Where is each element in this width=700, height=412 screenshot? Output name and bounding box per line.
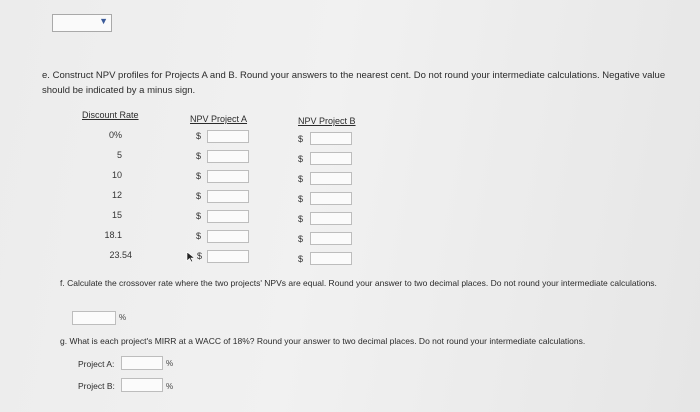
npv-a-input-2[interactable]	[207, 170, 249, 183]
npv-b-input-3[interactable]	[310, 192, 352, 205]
part-e-prefix: e.	[42, 70, 50, 81]
dollar-sign: $	[196, 171, 202, 181]
rate-cell: 10	[111, 170, 122, 180]
answer-dropdown[interactable]	[52, 14, 112, 32]
dollar-sign: $	[298, 134, 304, 144]
npv-a-input-0[interactable]	[207, 130, 249, 143]
npv-b-input-4[interactable]	[310, 212, 352, 225]
npv-a-input-6[interactable]	[207, 250, 249, 263]
discount-rate-header: Discount Rate	[82, 110, 139, 120]
npv-project-a-header: NPV Project A	[190, 114, 248, 124]
crossover-rate-input[interactable]	[72, 311, 116, 325]
npv-a-input-1[interactable]	[207, 150, 249, 163]
dollar-sign: $	[196, 211, 202, 221]
mirr-b-percent-label: %	[166, 382, 174, 391]
npv-a-input-4[interactable]	[207, 210, 249, 223]
chevron-down-icon: ▼	[99, 16, 108, 26]
npv-b-input-6[interactable]	[310, 252, 352, 265]
dollar-sign: $	[197, 251, 203, 261]
npv-project-b-header: NPV Project B	[298, 116, 356, 126]
dollar-sign: $	[298, 254, 304, 264]
rate-cell: 5	[116, 150, 122, 160]
npv-a-input-5[interactable]	[207, 230, 249, 243]
mirr-project-b-input[interactable]	[121, 378, 163, 392]
project-b-label: Project B:	[78, 381, 115, 391]
part-e-text: Construct NPV profiles for Projects A and B. Round your answers to the nearest cent. Do not round your intermediate calculations. Negative value should be indicated by a minus sign.	[42, 70, 666, 96]
rate-cell: 15	[111, 210, 122, 220]
dollar-sign: $	[298, 194, 304, 204]
rate-cell: 0%	[108, 130, 122, 140]
dollar-sign: $	[196, 191, 202, 201]
dollar-sign: $	[298, 174, 304, 184]
part-g-instructions: g. What is each project's MIRR at a WACC of 18%? Round your answer to two decimal places. Do not round your intermediate calculations.	[60, 336, 586, 346]
dollar-sign: $	[196, 151, 202, 161]
npv-a-input-3[interactable]	[207, 190, 249, 203]
part-e-instructions	[42, 68, 682, 98]
npv-b-input-5[interactable]	[310, 232, 352, 245]
rate-cell: 12	[111, 190, 122, 200]
mirr-project-a-input[interactable]	[121, 356, 163, 370]
dollar-sign: $	[196, 231, 202, 241]
npv-b-input-1[interactable]	[310, 152, 352, 165]
part-f-instructions: f. Calculate the crossover rate where the two projects' NPVs are equal. Round your answer to two decimal places. Do not round your intermediate calculations.	[60, 278, 657, 288]
dollar-sign: $	[196, 131, 202, 141]
mouse-pointer-icon	[186, 251, 196, 263]
crossover-percent-label: %	[119, 313, 127, 322]
npv-b-input-2[interactable]	[310, 172, 352, 185]
mirr-a-percent-label: %	[166, 359, 174, 368]
dollar-sign: $	[298, 154, 304, 164]
dollar-sign: $	[298, 234, 304, 244]
dollar-sign: $	[298, 214, 304, 224]
project-a-label: Project A:	[78, 359, 115, 369]
rate-cell: 23.54	[109, 250, 132, 260]
npv-b-input-0[interactable]	[310, 132, 352, 145]
rate-cell: 18.1	[104, 230, 122, 240]
